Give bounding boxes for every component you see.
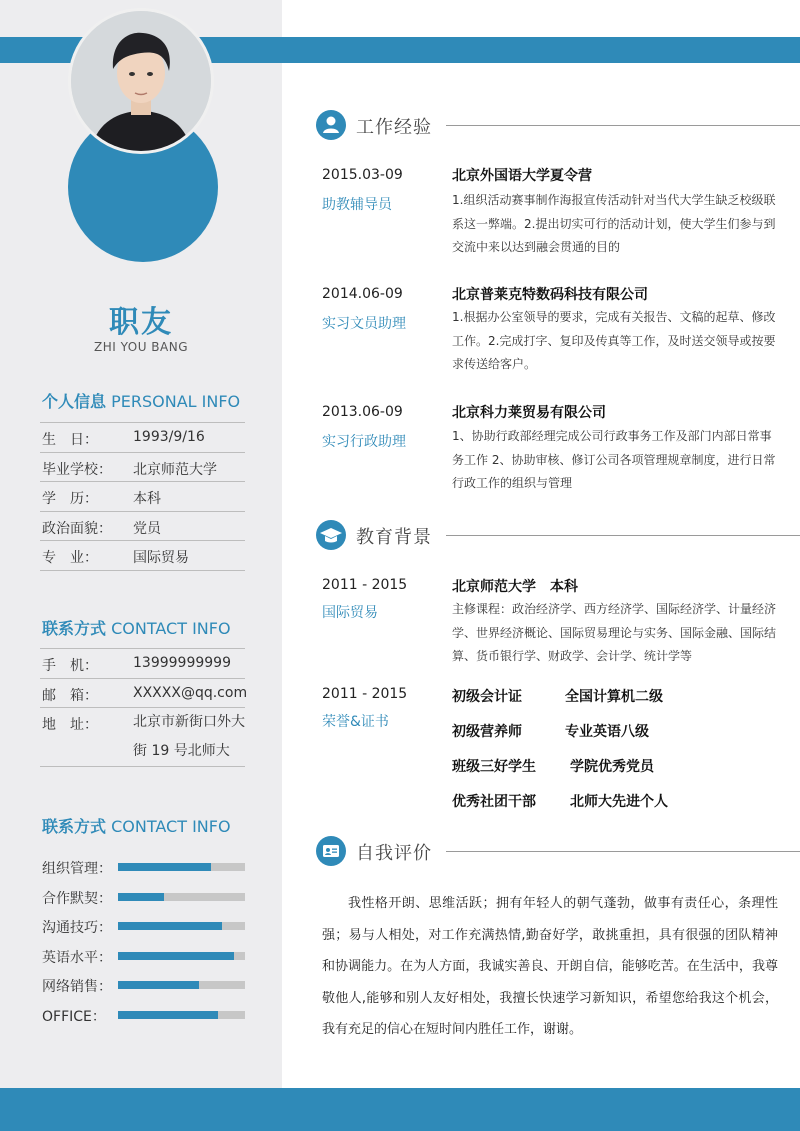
info-row-birthday — [40, 423, 245, 453]
honors-label: 荣誉&证书 — [322, 714, 389, 730]
info-label: 生 日： — [42, 432, 98, 448]
work-date: 2014.06-09 — [322, 286, 403, 302]
section-divider — [446, 125, 800, 126]
info-label: 专 业： — [42, 550, 98, 567]
certificate-item: 学院优秀党员 — [570, 759, 654, 775]
work-role: 实习行政助理 — [322, 434, 406, 450]
info-value: 13999999999 — [133, 655, 231, 671]
info-row-political-status — [40, 512, 245, 542]
skill-bar-fill — [118, 952, 234, 960]
skill-label: 网络销售： — [42, 979, 112, 996]
skill-item — [42, 856, 247, 886]
personal-info-title-cn: 个人信息 — [42, 392, 107, 411]
section-divider — [446, 535, 800, 536]
person-name: 职友 — [109, 305, 173, 340]
info-value: 国际贸易 — [133, 550, 189, 567]
person-name-en: ZHI YOU BANG — [93, 340, 189, 354]
info-label: 地 址： — [42, 717, 98, 734]
skill-bar-fill — [118, 981, 199, 989]
footer-band — [0, 1088, 800, 1131]
info-label: 毕业学校： — [42, 461, 112, 478]
work-company: 北京外国语大学夏令营 — [452, 168, 592, 184]
certificate-item: 初级营养师 — [452, 724, 522, 740]
work-company: 北京科力莱贸易有限公司 — [452, 405, 606, 421]
work-section-title: 工作经验 — [356, 117, 432, 138]
skill-bar-fill — [118, 922, 222, 930]
education-school: 北京师范大学 本科 — [452, 579, 578, 595]
skill-label: 合作默契： — [42, 890, 112, 907]
work-description: 1、协助行政部经理完成公司行政事务工作及部门内部日常事务工作 2、协助审核、修订公司各项管理规章制度，进行日常行政工作的组织与管理 — [452, 429, 776, 490]
education-section-header — [316, 520, 800, 550]
skills-title-cn: 联系方式 — [42, 817, 107, 836]
certificate-item: 专业英语八级 — [565, 724, 649, 740]
skills-title-en: CONTACT INFO — [111, 817, 231, 836]
info-label: 政治面貌： — [42, 520, 112, 537]
education-section-title: 教育背景 — [356, 527, 432, 548]
user-icon — [316, 110, 346, 140]
skill-item — [42, 974, 247, 1004]
certificate-item: 初级会计证 — [452, 689, 522, 705]
skill-label: 英语水平： — [42, 949, 112, 966]
info-value: 党员 — [133, 520, 161, 537]
info-label: 手 机： — [42, 658, 98, 674]
info-row-phone — [40, 649, 245, 679]
skill-bar-fill — [118, 893, 164, 901]
contact-info-title-cn: 联系方式 — [42, 619, 107, 638]
skill-bar-track — [118, 981, 245, 989]
work-company: 北京普莱克特数码科技有限公司 — [452, 287, 648, 303]
skill-bar-track — [118, 922, 245, 930]
contact-info-title-en: CONTACT INFO — [111, 619, 231, 638]
skill-list — [42, 856, 247, 1034]
avatar — [68, 8, 214, 154]
personal-info-title — [42, 389, 240, 412]
id-card-icon — [316, 836, 346, 866]
certificate-item: 全国计算机二级 — [565, 689, 663, 705]
skill-bar-fill — [118, 863, 211, 871]
info-value: 本科 — [133, 491, 161, 508]
work-date: 2013.06-09 — [322, 404, 403, 420]
honors-date: 2011 - 2015 — [322, 686, 408, 702]
work-role: 实习文员助理 — [322, 316, 406, 332]
education-date: 2011 - 2015 — [322, 577, 408, 593]
work-section-header — [316, 110, 800, 140]
info-value: 北京市新街口外大街 19 号北师大 — [133, 714, 245, 760]
skill-label: 沟通技巧： — [42, 920, 112, 937]
skill-item — [42, 886, 247, 916]
work-description: 1.根据办公室领导的要求，完成有关报告、文稿的起草、修改工作。2.完成打字、复印及传真等工作，及时送交领导或按要求传送给客户。 — [452, 310, 776, 371]
info-label: 学 历： — [42, 491, 98, 508]
certificate-item: 优秀社团干部 — [452, 794, 536, 810]
info-row-degree — [40, 482, 245, 512]
info-row-email — [40, 679, 248, 709]
work-description: 1.组织活动赛事制作海报宣传活动针对当代大学生缺乏校级联系这一弊端。2.提出切实可行的活动计划，使大学生们参与到交流中来以达到融会贯通的目的 — [452, 193, 776, 254]
portrait-image — [71, 11, 211, 151]
education-courses: 主修课程：政治经济学、西方经济学、国际经济学、计量经济学、世界经济概论、国际贸易理论与实务、国际金融、国际结算、货币银行学、财政学、会计学、统计学等 — [452, 602, 777, 663]
certificate-item: 班级三好学生 — [452, 759, 536, 775]
skills-title — [42, 814, 231, 837]
education-major: 国际贸易 — [322, 605, 378, 621]
info-row-major — [40, 541, 245, 571]
evaluation-section-header — [316, 836, 800, 866]
info-value: 北京师范大学 — [133, 461, 217, 478]
info-label: 邮 箱： — [42, 687, 98, 704]
skill-item — [42, 1004, 247, 1034]
skill-item — [42, 915, 247, 945]
info-value: XXXXX@qq.com — [133, 684, 248, 701]
skill-bar-track — [118, 893, 245, 901]
contact-info-list — [40, 648, 248, 767]
section-divider — [446, 851, 800, 852]
skill-bar-track — [118, 952, 245, 960]
skill-label: OFFICE： — [42, 1008, 106, 1025]
skill-bar-track — [118, 1011, 245, 1019]
certificate-item: 北师大先进个人 — [570, 794, 668, 810]
personal-info-title-en: PERSONAL INFO — [111, 392, 241, 411]
skill-bar-fill — [118, 1011, 218, 1019]
contact-info-title — [42, 616, 231, 639]
info-row-school — [40, 453, 245, 483]
graduation-cap-icon — [316, 520, 346, 550]
info-row-address — [40, 708, 245, 767]
skill-item — [42, 945, 247, 975]
info-value: 1993/9/16 — [133, 429, 205, 445]
evaluation-section-title: 自我评价 — [356, 843, 432, 864]
skill-label: 组织管理： — [42, 861, 112, 877]
skill-bar-track — [118, 863, 245, 871]
work-date: 2015.03-09 — [322, 167, 403, 183]
self-evaluation-text: 我性格开朗、思维活跃；拥有年轻人的朝气蓬勃，做事有责任心，条理性强；易与人相处，对工作充满热情,勤奋好学，敢挑重担，具有很强的团队精神和协调能力。在为人方面，我诚实善良、开朗自信，能够吃苦。在生活中，我尊敬他人,能够和别人友好相处，我擅长快速学习新知识，希望您给我这个机会，我有充足的信心在短时间内胜任工作，谢谢。 — [322, 896, 778, 1037]
personal-info-list — [40, 422, 245, 571]
work-role: 助教辅导员 — [322, 197, 392, 213]
